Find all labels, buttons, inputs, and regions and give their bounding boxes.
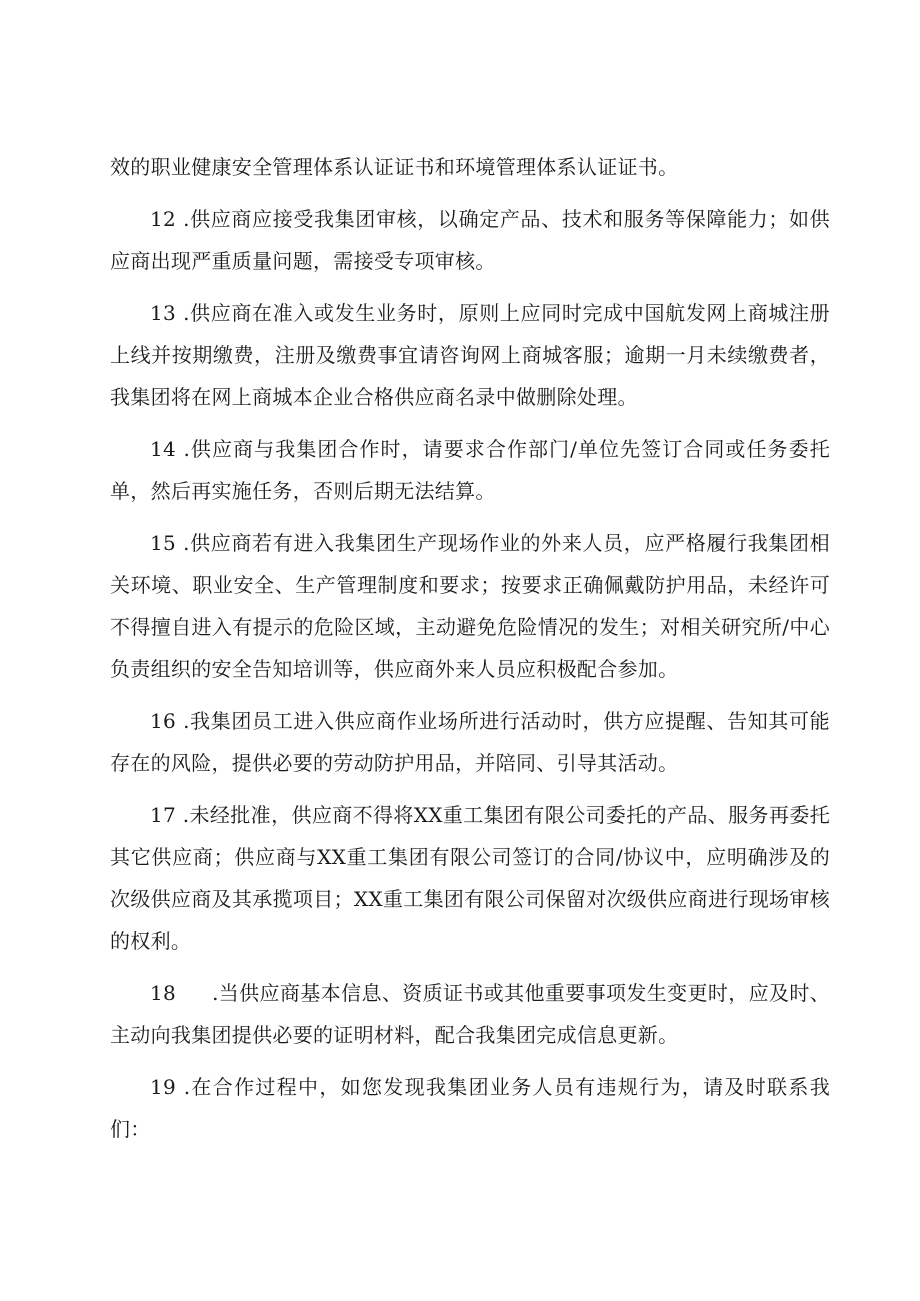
list-item-13: [110, 292, 830, 418]
item-number: 14: [150, 437, 177, 461]
item-separator: .: [176, 207, 190, 231]
item-text: 供应商在准入或发生业务时，原则上应同时完成中国航发网上商城注册上线并按期缴费，注册及缴费事宜请咨询网上商城客服；逾期一月未续缴费者，我集团将在网上商城本企业合格供应商名录中做删除处理。: [110, 301, 830, 409]
list-item-15: [110, 522, 830, 690]
list-item-12: [110, 198, 830, 282]
item-text: 在合作过程中，如您发现我集团业务人员有违规行为，请及时联系我们：: [110, 1075, 830, 1141]
list-item-19: [110, 1066, 830, 1150]
item-number: 19: [150, 1075, 177, 1099]
item-separator: .: [176, 437, 191, 461]
item-separator: .: [176, 803, 190, 827]
item-text: 未经批准，供应商不得将XX重工集团有限公司委托的产品、服务再委托其它供应商；供应商与XX重工集团有限公司签订的合同/协议中，应明确涉及的次级供应商及其承揽项目；XX重工集团有限公司保留对次级供应商进行现场审核的权利。: [110, 803, 830, 953]
item-separator: .: [176, 301, 190, 325]
list-item-14: [110, 428, 830, 512]
item-text: 当供应商基本信息、资质证书或其他重要事项发生变更时，应及时、主动向我集团提供必要的证明材料，配合我集团完成信息更新。: [110, 981, 830, 1047]
item-number: 12: [150, 207, 177, 231]
item-separator: .: [176, 531, 190, 555]
item-separator: .: [212, 981, 219, 1005]
item-text: 我集团员工进入供应商作业场所进行活动时，供方应提醒、告知其可能存在的风险，提供必要的劳动防护用品，并陪同、引导其活动。: [110, 709, 830, 775]
item-separator: .: [176, 1075, 191, 1099]
item-number: 15: [150, 531, 177, 555]
item-number: 17: [150, 803, 177, 827]
continuation-paragraph: 效的职业健康安全管理体系认证证书和环境管理体系认证证书。: [110, 155, 679, 179]
item-text: 供应商应接受我集团审核，以确定产品、技术和服务等保障能力；如供应商出现严重质量问题，需接受专项审核。: [110, 207, 830, 273]
document-body: [110, 146, 830, 1160]
item-number: 18: [150, 981, 177, 1005]
list-item-17: [110, 794, 830, 962]
item-number: 16: [150, 709, 177, 733]
list-item-16: [110, 700, 830, 784]
item-text: 供应商若有进入我集团生产现场作业的外来人员，应严格履行我集团相关环境、职业安全、生产管理制度和要求；按要求正确佩戴防护用品，未经许可不得擅自进入有提示的危险区域，主动避免危险情况的发生；对相关研究所/中心负责组织的安全告知培训等，供应商外来人员应积极配合参加。: [110, 531, 830, 681]
item-number: 13: [150, 301, 177, 325]
list-item-18: [110, 972, 830, 1056]
item-text: 供应商与我集团合作时，请要求合作部门/单位先签订合同或任务委托单，然后再实施任务，否则后期无法结算。: [110, 437, 830, 503]
item-separator: .: [176, 709, 190, 733]
